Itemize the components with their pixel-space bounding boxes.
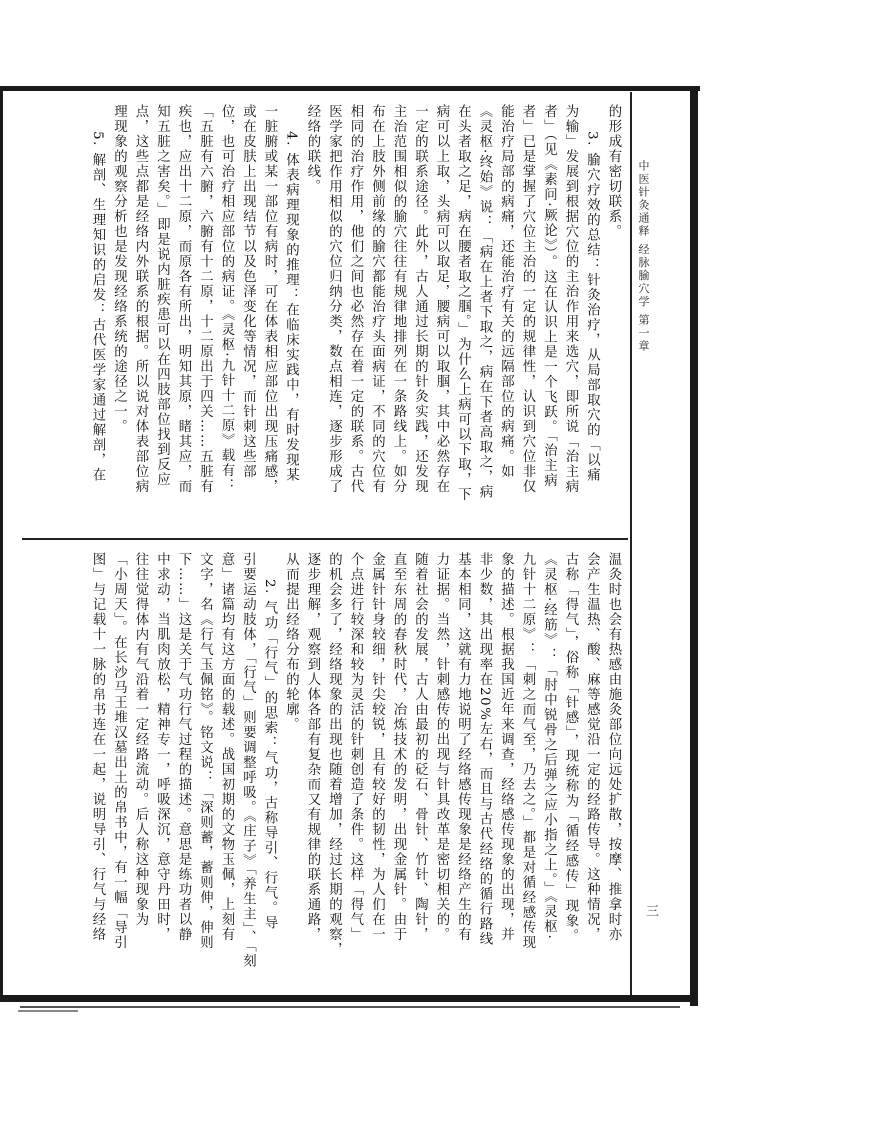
text-column: 古称「得气」，俗称「针感」，现统称为「循经感传」现象。	[563, 552, 578, 944]
text-column: 经络的联线。	[305, 104, 320, 194]
text-column: 直至东周的春秋时代，冶炼技术的发明，出现金属针。由于	[391, 552, 406, 942]
text-column: 在头者取之足，病在腰者取之腘。」为什么上病可以下取，下	[455, 104, 471, 503]
text-column: 主治范围相似的腧穴往往有规律地排列在一条路线上。如分	[391, 104, 406, 494]
text-column: 文字，名《行气玉佩铭》。铭文说：「深则蓄，蓄则伸，伸则	[197, 552, 213, 951]
page-frame-left	[0, 86, 3, 1001]
text-column: 引要运动肢体，「行气」则要调整呼吸。《庄子》「养生主」、「刻	[240, 552, 256, 969]
text-column: 位，也可治疗相应部位的病证。《灵枢·九针十二原》载有：	[219, 104, 234, 494]
text-column: 《灵枢·经筋》：「肘中锐骨之后弹之应小指之上。」《灵枢·	[541, 552, 557, 941]
lower-text-block	[28, 552, 624, 992]
text-column: 下……」这是关于气功行气过程的描述。意思是练功者以静	[176, 552, 191, 942]
text-column: 一脏腑或某一部位有病时，可在体表相应部位出现压痛感，	[262, 104, 277, 494]
running-head: 中医针灸通释 经脉腧穴学 第一章	[637, 160, 650, 353]
text-column: 个点进行较深和较为灵活的针刺创造了条件。这样「得气」	[348, 552, 363, 942]
text-column: 相同的治疗作用，他们之间也必然存在着一定的联系。古代	[348, 104, 363, 494]
text-column: 疾也，应出十二原，而原各有所出，明知其原，睹其应，而	[176, 104, 191, 494]
text-column: 随着社会的发展，古人由最初的砭石、骨针、竹针、陶针，	[412, 552, 428, 942]
text-column: 温灸时也会有热感由施灸部位向远处扩散，按摩、推拿时亦	[606, 552, 621, 942]
section-divider-rule	[22, 538, 628, 540]
text-column: 理现象的观察分析也是发现经络系统的途径之一。	[111, 104, 127, 434]
text-column: 或在皮肤上出现结节以及色泽变化等情况，而针刺这些部	[240, 104, 256, 479]
text-column: 象的描述。根据我国近年来调查，经络感传现象的出现，并	[498, 552, 514, 942]
text-column: 中求动，当肌肉放松，精神专一，呼吸深沉，意守丹田时，	[154, 552, 170, 942]
text-column: 的形成有密切联系。	[606, 104, 621, 239]
text-column: 非少数，其出现率在20%左右，而且与古代经络的循行路线	[477, 552, 492, 947]
text-column: 5. 解剖、生理知识的启发：古代医学家通过解剖，在	[90, 131, 105, 483]
page-frame-bottom-shadow	[20, 1006, 680, 1008]
text-column: 意」诸篇均有这方面的载述。战国初期的文物玉佩，上刻有	[219, 552, 234, 942]
text-column: 九针十二原》：「刺之而气至，乃去之。」都是对循经感传现	[520, 552, 535, 951]
text-column: 2. 气功「行气」的思索：气功，古称导引、行气。导	[262, 579, 277, 931]
text-column: 者」（见《素问·厥论》）。这在认识上是一个飞跃。「治主病	[541, 104, 557, 489]
page-frame-right	[690, 86, 698, 1006]
text-column: 基本相同，这就有力地说明了经络感传现象是经络产生的有	[455, 552, 471, 942]
text-column: 能治疗局部的病痛，还能治疗有关的远隔部位的病痛。如	[498, 104, 514, 479]
text-column: 4. 体表病理现象的推理：在临床实践中，有时发现某	[283, 131, 299, 483]
text-column: 会产生温热、酸、麻等感觉沿一定的经路传导。这种情况，	[584, 552, 600, 942]
text-column: 《灵枢·终始》说：「病在上者下取之，病在下者高取之，病	[477, 104, 492, 500]
upper-text-block	[28, 104, 624, 532]
text-column: 「五脏有六腑，六腑有十二原，十二原出于四关……五脏有	[197, 104, 213, 494]
page-frame-top	[0, 86, 700, 91]
text-column: 逐步理解，观察到人体各部有复杂而又有规律的联系通路，	[305, 552, 320, 942]
running-head-rule	[630, 92, 632, 995]
text-column: 点，这些点都是经络内外联系的根据。所以说对体表部位病	[133, 104, 148, 494]
text-column: 图」与记载十一脉的帛书连在一起，说明导引、行气与经络	[90, 552, 105, 942]
page-number: 三	[643, 904, 658, 917]
text-column: 一定的联系途径。此外，古人通过长期的针灸实践，还发现	[412, 104, 428, 494]
text-column: 往往觉得体内有气沿着一定经路流动。后人称这种现象为	[133, 552, 148, 927]
text-column: 从而提出经络分布的轮廓。	[283, 552, 299, 732]
text-column: 病可以上取，头病可以取足，腰病可以取腘，其中必然存在	[434, 104, 449, 494]
text-column: 布在上肢外侧前缘的腧穴都能治疗头面病证，不同的穴位有	[369, 104, 385, 494]
page-frame-bottom	[0, 995, 698, 1002]
text-column: 者」已是掌握了穴位主治的一定的规律性，认识到穴位非仅	[520, 104, 535, 494]
text-column: 「小周天」。在长沙马王堆汉墓出土的帛书中，有一幅「导引	[111, 552, 127, 951]
text-column: 金属针针身较细，针尖较锐，且有较好的韧性，为人们在一	[369, 552, 385, 942]
text-column: 的机会多了，经络现象的出现也随着增加，经过长期的观察，	[326, 552, 342, 957]
text-column: 3. 腧穴疗效的总结：针灸治疗，从局部取穴的「以痛	[584, 131, 600, 483]
text-column: 力证据。当然，针刺感传的出现与针具改革是密切相关的。	[434, 552, 449, 942]
text-column: 医学家把作用相似的穴位归纳分类，数点相连，逐步形成了	[326, 104, 342, 494]
scan-margin-mark	[18, 1010, 78, 1012]
text-column: 为输」发展到根据穴位的主治作用来选穴，即所说「治主病	[563, 104, 578, 494]
text-column: 知五脏之害矣。」即是说内脏疾患可以在四肢部位找到反应	[154, 104, 170, 488]
